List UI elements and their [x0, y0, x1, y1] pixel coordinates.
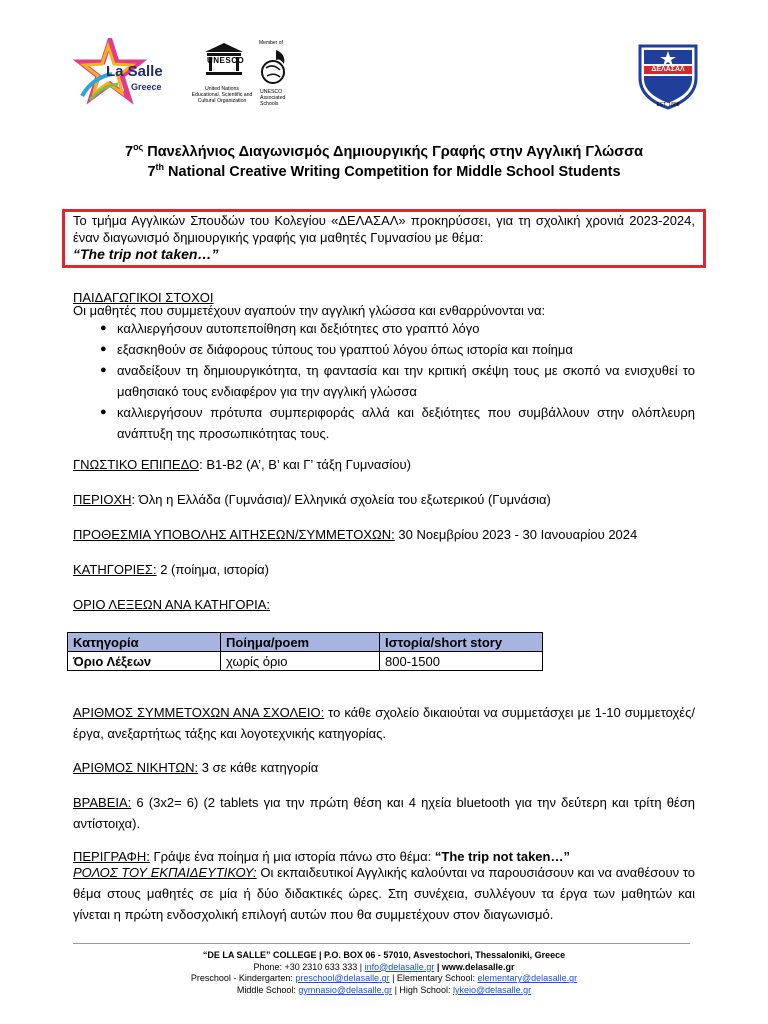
crest-est: EST. 1888	[656, 102, 680, 108]
footer-schools-2: Middle School: gymnasio@delasalle.gr | High School: lykeio@delasalle.gr	[236, 984, 532, 995]
table-header-cell: Ποίημα/poem	[221, 633, 380, 652]
unesco-logo	[191, 42, 258, 108]
region-line: ΠΕΡΙΟΧΗ: Όλη η Ελλάδα (Γυμνάσια)/ Ελληνικά σχολεία του εξωτερικού (Γυμνάσια)	[73, 492, 551, 507]
bullet-icon: ●	[100, 322, 107, 334]
title-english: 7th National Creative Writing Competition for Middle School Students	[147, 162, 621, 180]
website-link[interactable]: | www.delasalle.gr	[434, 961, 515, 972]
list-item: ● αναδείξουν τη δημιουργικότητα, τη φαντασία και την κριτική σκέψη τους με σκοπό να ενισχυθεί το μαθησιακό τους ενδιαφέρον για την αγγλική γλώσσα	[73, 360, 695, 402]
winners-line: ΑΡΙΘΜΟΣ ΝΙΚΗΤΩΝ: 3 σε κάθε κατηγορία	[73, 760, 319, 775]
goals-intro: Οι μαθητές που συμμετέχουν αγαπούν την αγγλική γλώσσα και ενθαρρύνονται να:	[73, 303, 546, 318]
table-cell: χωρίς όριο	[221, 652, 380, 671]
table-row	[68, 652, 543, 671]
bullet-icon: ●	[100, 406, 107, 418]
table-cell: Όριο Λέξεων	[68, 652, 221, 671]
elementary-email-link[interactable]: elementary@delasalle.gr	[477, 973, 578, 984]
member-of-label: Member of	[259, 40, 283, 46]
bullet-icon: ●	[100, 343, 107, 355]
info-email-link[interactable]: info@delasalle.gr	[364, 961, 435, 972]
unesco-org-name: United Nations Educational, Scientific and Cultural Organization	[191, 86, 253, 104]
table-header-row	[68, 633, 543, 652]
table-header-cell: Ιστορία/short story	[380, 633, 543, 652]
crest-name: ΔΕΛΑΣΑΛ	[651, 66, 685, 73]
categories-line: ΚΑΤΗΓΟΡΙΕΣ: 2 (ποίημα, ιστορία)	[73, 562, 269, 577]
title-greek: $7^{o\varsigma}$ Πανελλήνιος Διαγωνισμός Δημιουργικής Γραφής στην Αγγλική Γλώσσα	[124, 142, 644, 160]
announcement-text: Το τμήμα Αγγλικών Σπουδών του Κολεγίου «ΔΕΛΑΣΑΛ» προκηρύσσει, για τη σχολική χρονιά 2023-2024, έναν διαγωνισμό δημιουργικής γραφής για μαθητές Γυμνασίου με θέμα: “The trip not taken…”	[73, 213, 695, 262]
footer	[0, 950, 768, 996]
word-limit-table	[67, 632, 543, 671]
lasalle-country: Greece	[131, 82, 162, 92]
footer-contact: Phone: +30 2310 633 333 | info@delasalle.gr | www.delasalle.gr	[253, 961, 515, 972]
asp-globe-icon	[260, 48, 290, 86]
unesco-text: UNESCO	[207, 56, 245, 65]
level-line: ΓΝΩΣΤΙΚΟ ΕΠΙΠΕΔΟ: B1-B2 (Α’, Β’ και Γ’ τάξη Γυμνασίου)	[73, 457, 411, 472]
middle-email-link[interactable]: gymnasio@delasalle.gr	[298, 984, 393, 995]
delasal-crest	[636, 40, 700, 110]
list-item: ● καλλιεργήσουν αυτοπεποίθηση και δεξιότητες στο γραπτό λόγο	[73, 318, 695, 339]
list-item: ● καλλιεργήσουν πρότυπα συμπεριφοράς αλλά και δεξιότητες που συμβάλλουν στην ολόπλευρη ανάπτυξη της προσωπικότητας τους.	[73, 402, 695, 444]
footer-schools-1: Preschool - Kindergarten: preschool@delasalle.gr | Elementary School: elementary@delasalle.gr	[190, 973, 578, 984]
goals-list	[73, 318, 695, 444]
goals-heading: ΠΑΙΔΑΓΩΓΙΚΟΙ ΣΤΟΧΟΙ	[73, 290, 214, 305]
description-line: ΠΕΡΙΓΡΑΦΗ: Γράψε ένα ποίημα ή μια ιστορία πάνω στο θέμα: “The trip not taken…”	[73, 849, 570, 864]
footer-divider	[73, 943, 690, 944]
deadline-line: ΠΡΟΘΕΣΜΙΑ ΥΠΟΒΟΛΗΣ ΑΙΤΗΣΕΩΝ/ΣΥΜΜΕΤΟΧΩΝ: 30 Νοεμβρίου 2023 - 30 Ιανουαρίου 2024	[73, 527, 638, 542]
prizes-paragraph: ΒΡΑΒΕΙΑ: 6 (3x2= 6) (2 tablets για την πρώτη θέση και 4 ηχεία bluetooth για την δεύτερη και τρίτη θέση αντίστοιχα).	[73, 795, 695, 831]
role-paragraph: ΡΟΛΟΣ ΤΟΥ ΕΚΠΑΙΔΕΥΤΙΚΟΥ: Οι εκπαιδευτικοί Αγγλικής καλούνται να παρουσιάσουν και να αναθέσουν το θέμα στους μαθητές σε μία ή δύο διδακτικές ώρες. Στη συνέχεια, συλλέγουν τα έργα των μαθητών και γίνεται η πρώτη ενδοσχολική επιλογή αυτών που θα συμμετέχουν στον διαγωνισμό.	[73, 865, 696, 922]
preschool-email-link[interactable]: preschool@delasalle.gr	[295, 973, 390, 984]
asp-name: UNESCO Associated Schools	[260, 89, 286, 107]
footer-address: “DE LA SALLE” COLLEGE | P.O. BOX 06 - 57010, Asvestochori, Thessaloniki, Greece	[202, 950, 566, 960]
announcement-theme: “The trip not taken…”	[73, 246, 219, 262]
unesco-asp-logo	[256, 40, 301, 110]
table-cell: 800-1500	[380, 652, 543, 671]
shield-icon	[636, 40, 700, 110]
bullet-icon: ●	[100, 364, 107, 376]
entries-paragraph: ΑΡΙΘΜΟΣ ΣΥΜΜΕΤΟΧΩΝ ΑΝΑ ΣΧΟΛΕΙΟ: το κάθε σχολείο δικαιούται να συμμετάσχει με 1-10 συμμετοχές/έργα, ανεξαρτήτως τάξης και λογοτεχνικής κατηγορίας.	[73, 705, 695, 741]
lasalle-name: La Salle	[106, 63, 163, 80]
list-item: ● εξασκηθούν σε διάφορους τύπους του γραπτού λόγου όπως ιστορία και ποίημα	[73, 339, 695, 360]
table-header-cell: Κατηγορία	[68, 633, 221, 652]
lasalle-logo	[72, 38, 182, 108]
word-limit-heading: ΟΡΙΟ ΛΕΞΕΩΝ ΑΝΑ ΚΑΤΗΓΟΡΙΑ:	[73, 597, 271, 612]
high-email-link[interactable]: lykeio@delasalle.gr	[452, 984, 532, 995]
